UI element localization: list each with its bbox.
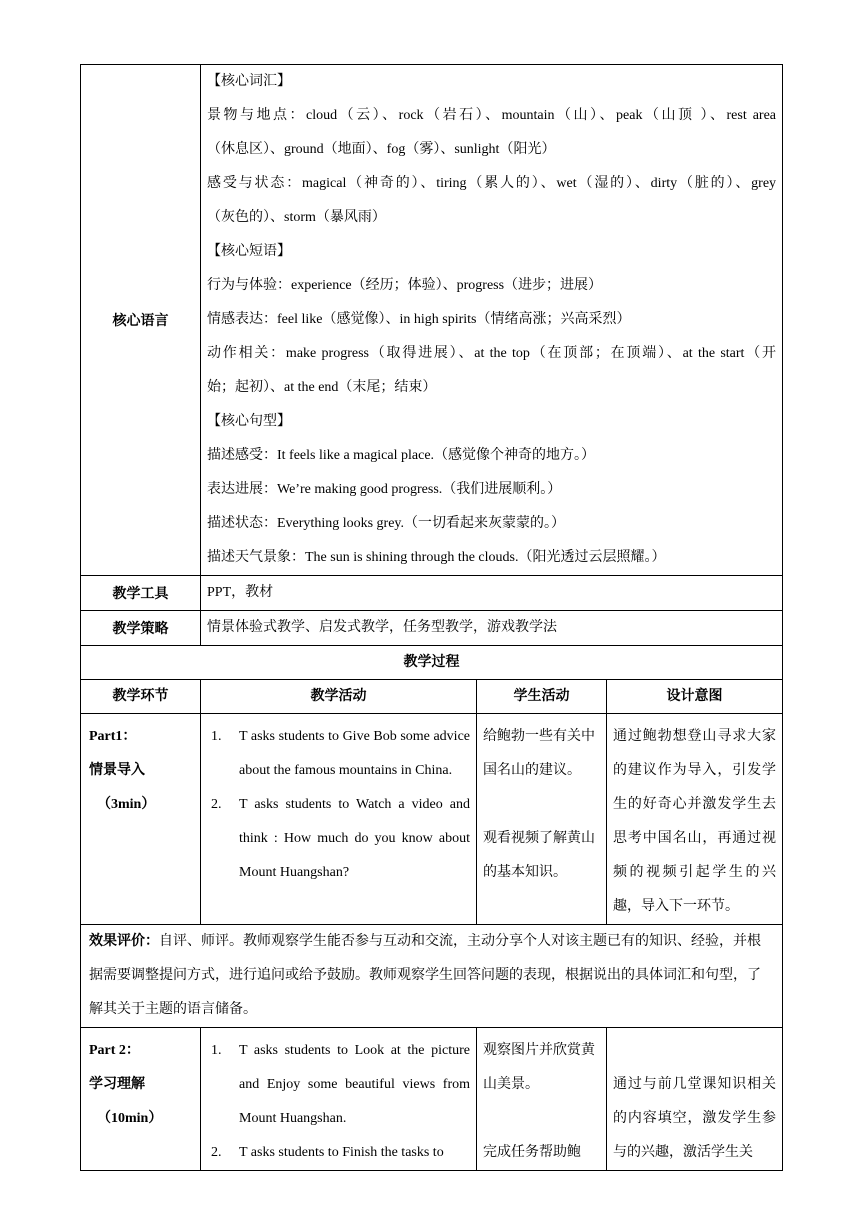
part2-student-2: 完成任务帮助鲍 [483, 1145, 581, 1160]
part2-intent: 通过与前几堂课知识相关的内容填空，激发学生参与的兴趣，激活学生关 [613, 1077, 777, 1160]
lesson-plan-table [80, 64, 783, 1171]
header-activity: 教学活动 [201, 680, 477, 714]
vocab-line: 景物与地点：cloud（云）、rock（岩石）、mountain（山）、peak（山顶 ）、rest area [207, 108, 777, 123]
tools-value-cell [201, 576, 783, 611]
process-title: 教学过程 [81, 646, 783, 680]
part2-student-cell [477, 1028, 607, 1171]
header-intent: 设计意图 [607, 680, 783, 714]
process-title-row [81, 646, 783, 680]
strategy-value: 情景体验式教学、启发式教学，任务型教学，游戏教学法 [207, 620, 557, 635]
part1-stage: 情景导入 [89, 763, 145, 778]
tools-value: PPT，教材 [207, 585, 274, 600]
evaluation-cell [81, 925, 783, 1028]
vocab-line: （灰色的）、storm（暴风雨） [207, 210, 386, 225]
phrase-line: 动作相关：make progress（取得进展）、at the top（在顶部；在顶端）、at the start（开 [207, 346, 777, 361]
part1-intent-cell [607, 714, 783, 925]
part1-student-1: 给鲍勃一些有关中国名山的建议。 [483, 729, 595, 778]
phrase-line: 行为与体验：experience（经历；体验）、progress（进步；进展） [207, 278, 603, 293]
vocab-line: 感受与状态：magical（神奇的）、tiring（累人的）、wet（湿的）、dirty（脏的）、grey [207, 176, 777, 191]
part2-time: （10min） [97, 1111, 163, 1126]
vocab-heading: 【核心词汇】 [207, 74, 291, 89]
phrase-heading: 【核心短语】 [207, 244, 291, 259]
part2-student-1: 观察图片并欣赏黄山美景。 [483, 1043, 595, 1092]
sentence-line: 描述感受：It feels like a magical place.（感觉像个神奇的地方。） [207, 448, 596, 463]
phrase-line: 始；起初）、at the end（末尾；结束） [207, 380, 437, 395]
sentence-line: 表达进展：We’re making good progress.（我们进展顺利。） [207, 482, 562, 497]
core-language-label: 核心语言 [81, 65, 201, 576]
part2-activity-item: 1. T asks students to Look at the picture and Enjoy some beautiful views from Mount Huangshan. [211, 1043, 470, 1126]
strategy-label: 教学策略 [81, 611, 201, 646]
tools-label: 教学工具 [81, 576, 201, 611]
part1-student-2: 观看视频了解黄山的基本知识。 [483, 831, 595, 880]
part2-activity-cell [201, 1028, 477, 1171]
part2-activity-item: 2. T asks students to Finish the tasks to [211, 1145, 444, 1160]
evaluation-label: 效果评价： [89, 934, 159, 949]
header-student: 学生活动 [477, 680, 607, 714]
part1-time: （3min） [97, 797, 156, 812]
part1-stage-cell [81, 714, 201, 925]
part1-student-cell [477, 714, 607, 925]
part1-name: Part1： [89, 729, 137, 744]
evaluation-text: 自评、师评。教师观察学生能否参与互动和交流，主动分享个人对该主题已有的知识、经验，并根据需要调整提问方式，进行追问或给予鼓励。教师观察学生回答问题的表现，根据说出的具体词汇和句型，了解其关于主题的语言储备。 [89, 934, 761, 1017]
evaluation-row [81, 925, 783, 1028]
part2-row [81, 1028, 783, 1171]
part1-activity-item: 2. T asks students to Watch a video and think : How much do you know about Mount Huangshan? [211, 797, 470, 880]
strategy-row [81, 611, 783, 646]
part2-name: Part 2： [89, 1043, 140, 1058]
tools-row [81, 576, 783, 611]
part2-stage: 学习理解 [89, 1077, 145, 1092]
part1-activity-cell [201, 714, 477, 925]
sentence-line: 描述天气景象：The sun is shining through the clouds.（阳光透过云层照耀。） [207, 550, 666, 565]
vocab-line: （休息区）、ground（地面）、fog（雾）、sunlight（阳光） [207, 142, 556, 157]
strategy-value-cell [201, 611, 783, 646]
part2-intent-cell [607, 1028, 783, 1171]
part1-row [81, 714, 783, 925]
core-language-row [81, 65, 783, 576]
phrase-line: 情感表达：feel like（感觉像）、in high spirits（情绪高涨；兴高采烈） [207, 312, 631, 327]
part2-stage-cell [81, 1028, 201, 1171]
header-stage: 教学环节 [81, 680, 201, 714]
part1-activity-item: 1. T asks students to Give Bob some advice about the famous mountains in China. [211, 729, 470, 778]
process-header-row [81, 680, 783, 714]
core-language-content [201, 65, 783, 576]
sentence-heading: 【核心句型】 [207, 414, 291, 429]
part1-intent: 通过鲍勃想登山寻求大家的建议作为导入，引发学生的好奇心并激发学生去思考中国名山，再通过视频的视频引起学生的兴趣，导入下一环节。 [613, 729, 777, 914]
sentence-line: 描述状态：Everything looks grey.（一切看起来灰蒙蒙的。） [207, 516, 566, 531]
